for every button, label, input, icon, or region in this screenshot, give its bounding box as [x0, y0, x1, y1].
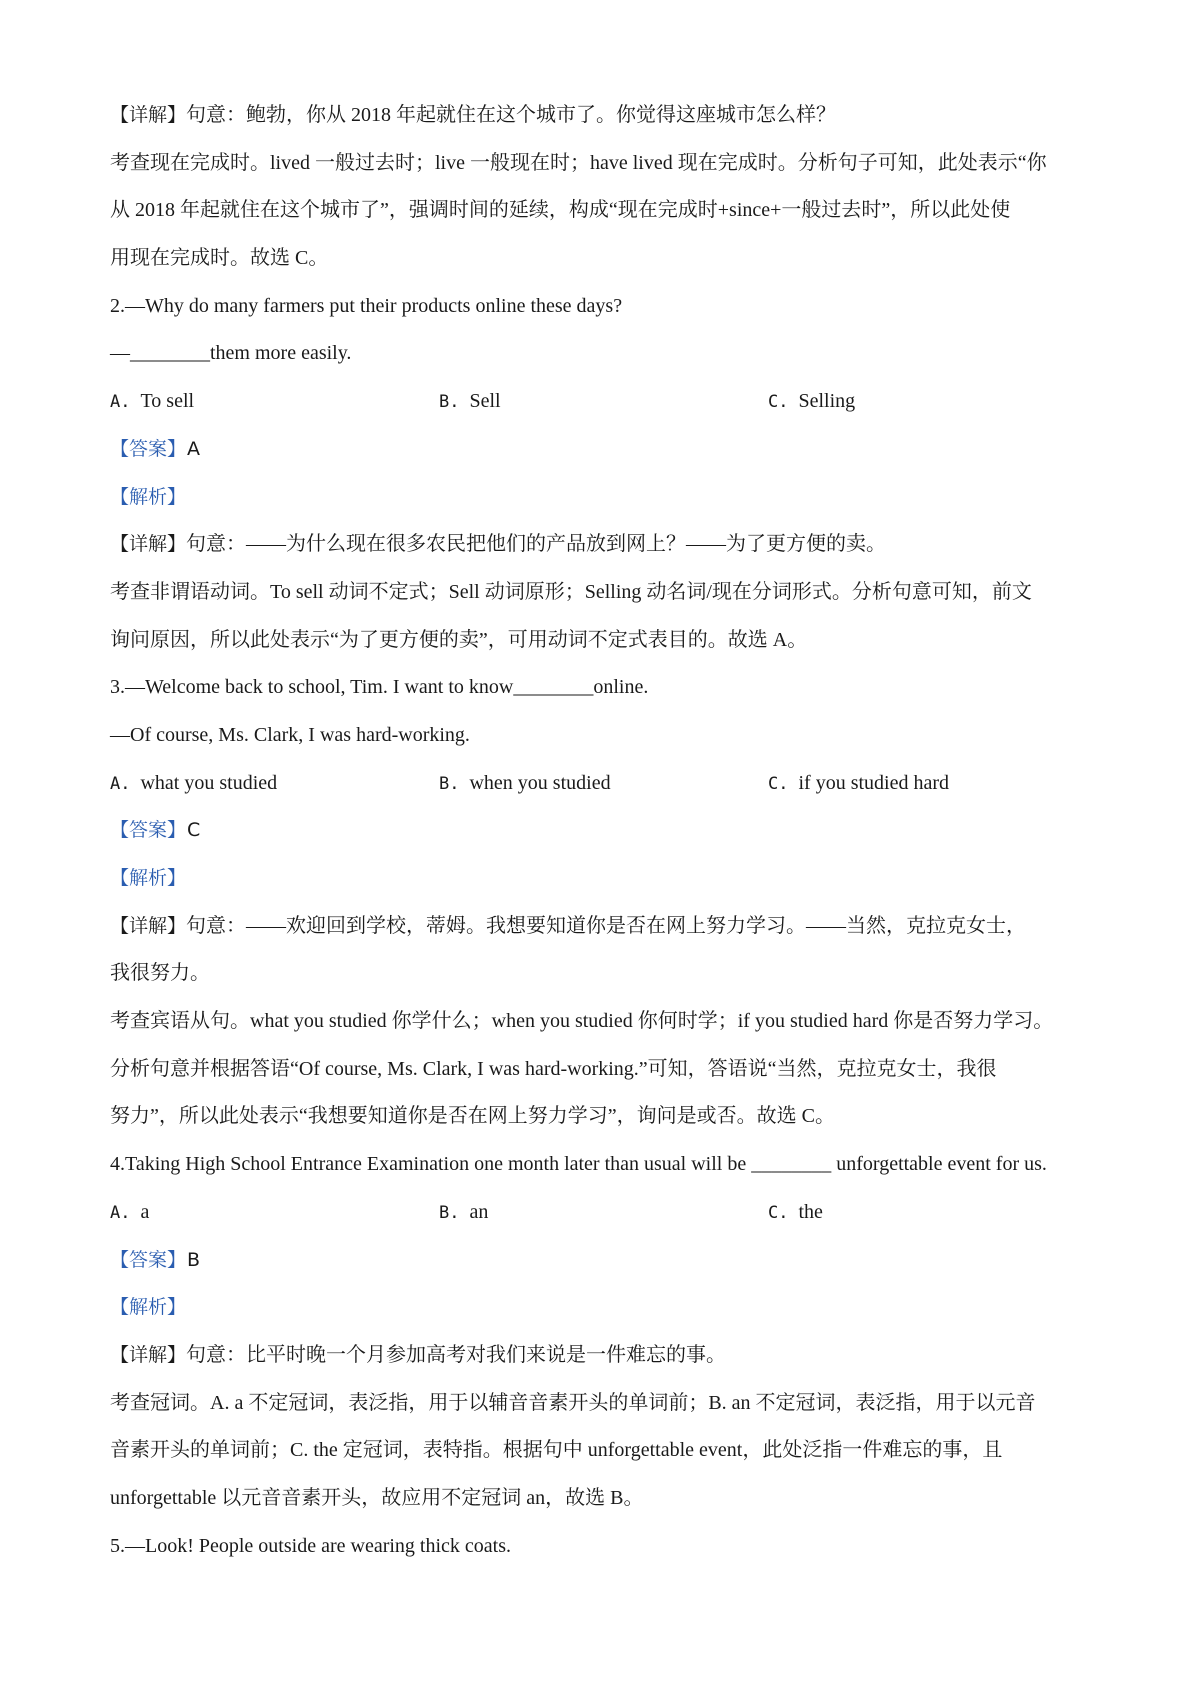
detail-line-continued: 我很努力。 [110, 962, 210, 985]
option-c: C. Selling [768, 390, 856, 413]
option-b: B. when you studied [439, 771, 611, 794]
analysis-line: 考查非谓语动词。To sell 动词不定式；Sell 动词原形；Selling 动名词/现在分词形式。分析句意可知，前文 [110, 580, 1032, 603]
analysis-line: 考查冠词。A. a 不定冠词，表泛指，用于以辅音音素开头的单词前；B. an 不定冠词，表泛指，用于以元音 [110, 1391, 1036, 1414]
analysis-label-line [110, 1284, 1110, 1332]
answer-value: C [187, 819, 201, 842]
detail-line [110, 521, 1110, 569]
question-3-answer-line: —Of course, Ms. Clark, I was hard-working. [110, 723, 470, 746]
detail-label: 【详解】 [110, 914, 187, 937]
detail-text: 句意：——为什么现在很多农民把他们的产品放到网上？——为了更方便的卖。 [186, 533, 887, 556]
detail-line [110, 1332, 1110, 1380]
detail-text: 句意：——欢迎回到学校，蒂姆。我想要知道你是否在网上努力学习。——当然，克拉克女士， [186, 914, 1027, 937]
answer-label: 【答案】 [110, 1248, 187, 1271]
option-a: A. what you studied [110, 771, 278, 794]
analysis-line: 询问原因，所以此处表示“为了更方便的卖”，可用动词不定式表目的。故选 A。 [110, 628, 808, 651]
answer-line [110, 807, 1110, 855]
answer-value: A [187, 437, 201, 460]
detail-label: 【详解】 [110, 104, 187, 126]
detail-text: 句意：鲍勃，你从 2018 年起就住在这个城市了。你觉得这座城市怎么样？ [186, 104, 837, 126]
question-2-text: 2.—Why do many farmers put their products online these days? [110, 294, 623, 317]
question-4-text: 4.Taking High School Entrance Examination one month later than usual will be ________ unforgettable event for us. [110, 1153, 1047, 1176]
question-3-text: 3.—Welcome back to school, Tim. I want to know________online. [110, 676, 649, 699]
analysis-line: 努力”，所以此处表示“我想要知道你是否在网上努力学习”，询问是或否。故选 C。 [110, 1105, 835, 1128]
analysis-label: 【解析】 [110, 485, 187, 508]
analysis-line: 考查宾语从句。what you studied 你学什么；when you studied 你何时学；if you studied hard 你是否努力学习。 [110, 1010, 1054, 1033]
analysis-label: 【解析】 [110, 867, 187, 889]
answer-label: 【答案】 [110, 819, 187, 842]
question-5-text: 5.—Look! People outside are wearing thick coats. [110, 1534, 511, 1557]
option-c: C. if you studied hard [768, 771, 950, 794]
detail-line [110, 92, 1110, 140]
answer-line [110, 426, 1110, 474]
document-page [110, 92, 1110, 1570]
analysis-line: 从 2018 年起就住在这个城市了”，强调时间的延续，构成“现在完成时+since+一般过去时”，所以此处使 [110, 199, 1011, 222]
analysis-label: 【解析】 [110, 1296, 187, 1319]
question-4-options [110, 1189, 1110, 1237]
option-a: A. a [110, 1200, 150, 1223]
answer-label: 【答案】 [110, 437, 187, 460]
analysis-line: 考查现在完成时。lived 一般过去时；live 一般现在时；have lived 现在完成时。分析句子可知，此处表示“你 [110, 151, 1047, 174]
answer-line [110, 1237, 1110, 1285]
analysis-line: 分析句意并根据答语“Of course, Ms. Clark, I was hard-working.”可知，答语说“当然，克拉克女士，我很 [110, 1057, 997, 1080]
detail-label: 【详解】 [110, 1343, 187, 1366]
option-b: B. Sell [439, 390, 501, 413]
analysis-label-line [110, 855, 1110, 903]
option-c: C. the [768, 1200, 823, 1223]
option-a: A. To sell [110, 390, 195, 413]
answer-value: B [187, 1248, 201, 1271]
question-2-options [110, 378, 1110, 426]
detail-text: 句意：比平时晚一个月参加高考对我们来说是一件难忘的事。 [186, 1343, 727, 1366]
analysis-line: 音素开头的单词前；C. the 定冠词，表特指。根据句中 unforgettable event，此处泛指一件难忘的事，且 [110, 1439, 1003, 1462]
analysis-line: unforgettable 以元音音素开头，故应用不定冠词 an，故选 B。 [110, 1486, 644, 1509]
option-b: B. an [439, 1200, 489, 1223]
analysis-label-line [110, 474, 1110, 522]
analysis-line: 用现在完成时。故选 C。 [110, 247, 329, 270]
detail-line [110, 903, 1110, 951]
question-3-options [110, 760, 1110, 808]
question-2-answer-line: —________them more easily. [110, 342, 352, 365]
detail-label: 【详解】 [110, 533, 187, 556]
